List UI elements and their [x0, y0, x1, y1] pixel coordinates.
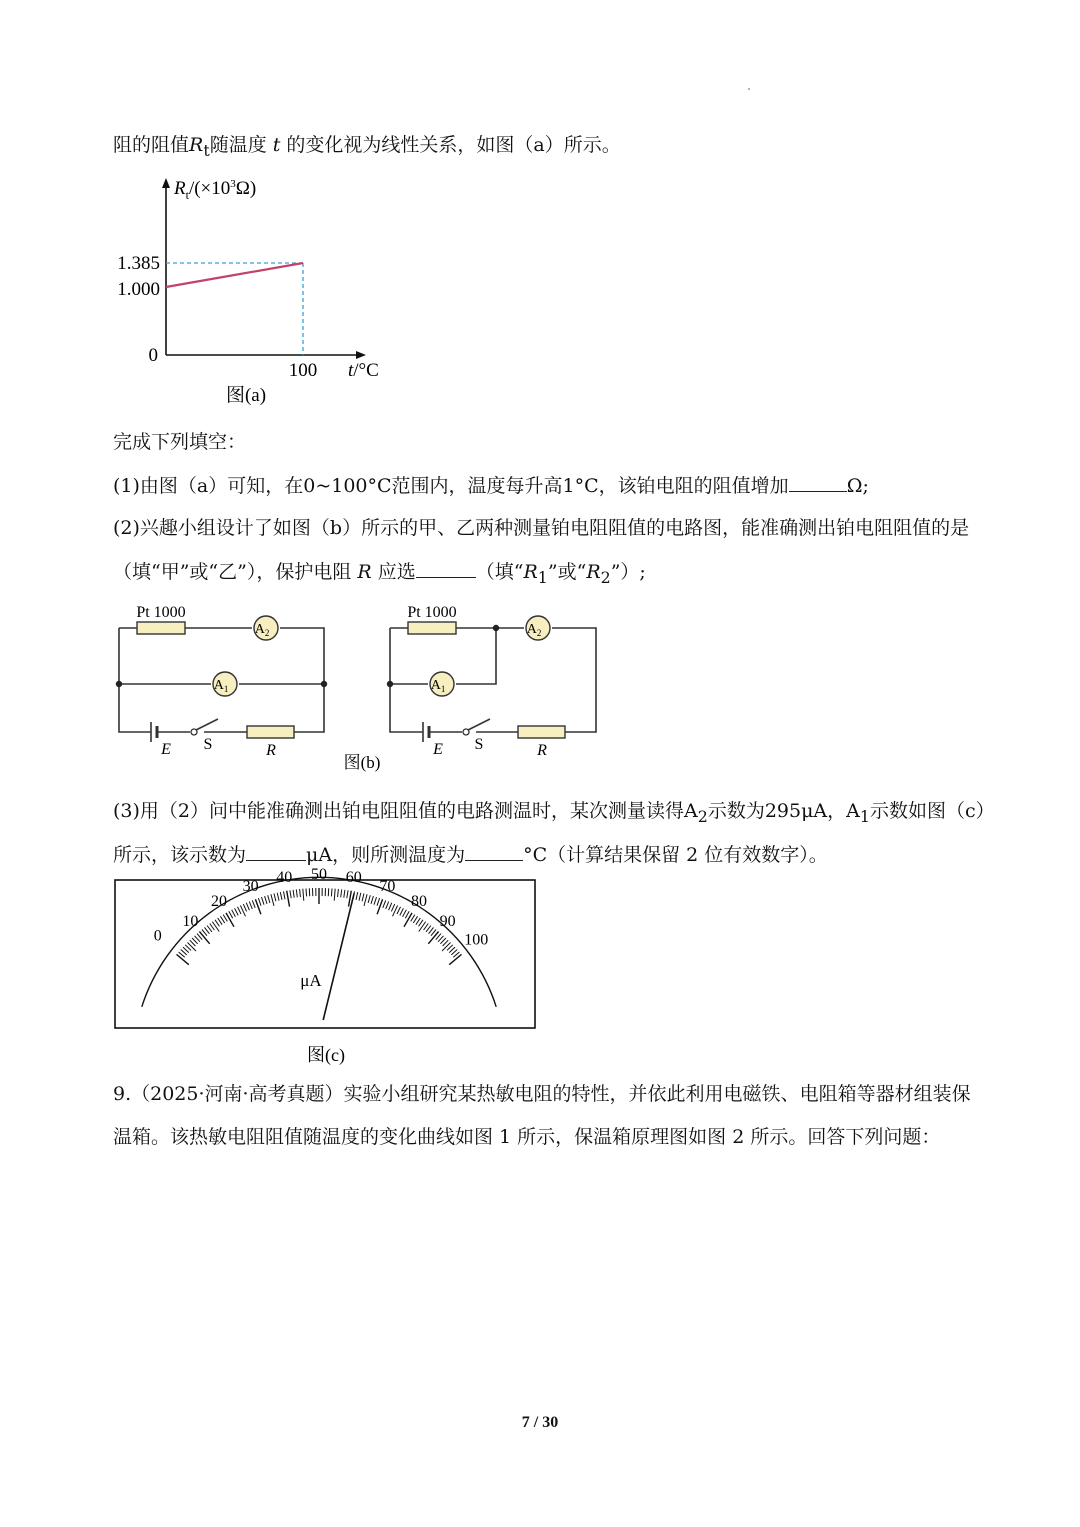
resistor-label-yi: R — [537, 742, 547, 759]
meter-scale-label: 80 — [411, 892, 427, 910]
question-3-line-1 — [113, 799, 995, 829]
y-tick-1385: 1.385 — [117, 253, 160, 274]
y-axis-arrow — [162, 178, 170, 188]
x-axis-arrow — [356, 351, 366, 359]
node-left-yi — [387, 681, 393, 687]
q1-blank[interactable] — [789, 473, 847, 492]
pt-label-jia: Pt 1000 — [136, 604, 186, 621]
q2-text-2: （填“甲”或“乙”），保护电阻 — [113, 561, 358, 583]
meter-scale-label: 50 — [311, 866, 327, 883]
intro-text-3: 的变化视为线性关系，如图（a）所示。 — [280, 134, 621, 156]
q3-text-4: 所示，该示数为 — [113, 844, 247, 866]
meter-unit: μA — [300, 971, 322, 990]
switch-label-yi: S — [474, 736, 484, 753]
resistor-label-jia: R — [266, 742, 276, 759]
x-tick-100: 100 — [288, 360, 318, 381]
figure-b-caption: 图(b) — [343, 753, 381, 772]
figure-a-caption: 图(a) — [225, 385, 267, 406]
q2-text-1: (2)兴趣小组设计了如图（b）所示的甲、乙两种测量铂电阻阻值的电路图，能准确测出铂电阻阻值的是 — [113, 517, 970, 539]
q3-text-2: 示数为295μA，A — [707, 800, 860, 822]
pt-label-yi: Pt 1000 — [407, 604, 457, 621]
page-number: 7 / 30 — [521, 1414, 559, 1431]
rt-symbol: R — [189, 134, 204, 156]
meter-scale-label: 0 — [153, 927, 162, 945]
page-speck — [748, 88, 750, 90]
r1-symbol: R — [523, 561, 538, 583]
switch-label-jia: S — [203, 736, 213, 753]
question-1 — [113, 473, 869, 498]
battery-label-yi: E — [433, 741, 443, 758]
r-symbol: R — [357, 561, 372, 583]
question-9-line-1: 9.（2025·河南·高考真题）实验小组研究某热敏电阻的特性，并依此利用电磁铁、电阻箱等器材组装保 — [113, 1083, 971, 1105]
meter-scale-label: 30 — [242, 878, 259, 896]
protect-resistor-jia — [247, 726, 294, 738]
meter-scale-label: 60 — [345, 869, 362, 886]
figure-c-caption: 图(c) — [307, 1045, 345, 1065]
protect-resistor-yi — [518, 726, 565, 738]
meter-tick — [306, 889, 307, 897]
resistance-line — [166, 263, 303, 287]
a2-label-jia: $A_2$ — [254, 622, 270, 638]
meter-scale-label: 90 — [439, 912, 456, 930]
q3-text-6: °C（计算结果保留 2 位有效数字）。 — [523, 844, 828, 866]
meter-scale-label: 40 — [276, 869, 293, 886]
q1-unit: Ω; — [846, 475, 869, 497]
question-2-line-2 — [113, 559, 646, 590]
q2-text-3: 应选 — [371, 561, 416, 583]
x-axis-label: t/°C — [348, 360, 379, 381]
node-right-jia — [321, 681, 327, 687]
task-heading: 完成下列填空： — [113, 431, 247, 453]
intro-line — [113, 133, 621, 163]
question-3-line-2 — [113, 842, 828, 867]
q3-blank-temperature[interactable] — [465, 842, 523, 861]
figure-a-graph — [100, 170, 400, 415]
meter-scale-label: 20 — [211, 892, 227, 910]
r2-symbol: R — [586, 561, 601, 583]
pt1000-resistor-jia — [137, 622, 185, 634]
q3-text-1: (3)用（2）问中能准确测出铂电阻阻值的电路测温时，某次测量读得A — [113, 800, 698, 822]
a2-label-yi: $A_2$ — [526, 622, 542, 638]
a1-label-yi: $A_1$ — [430, 678, 446, 694]
switch-blade-yi — [468, 719, 490, 730]
figure-c-meter — [113, 866, 539, 1068]
switch-blade-jia — [196, 719, 218, 730]
meter-tick — [331, 889, 332, 897]
meter-scale-label: 100 — [464, 931, 489, 949]
q1-text: (1)由图（a）可知，在0~100°C范围内，温度每升高1°C，该铂电阻的阻值增加 — [113, 475, 789, 497]
node-left-jia — [116, 681, 122, 687]
a2-subscript: 2 — [697, 806, 708, 826]
q2-text-4: （填“ — [475, 561, 524, 583]
meter-scale-label: 10 — [182, 912, 199, 930]
y-tick-1000: 1.000 — [117, 279, 160, 300]
figure-b-circuits — [100, 596, 620, 778]
pt1000-resistor-yi — [408, 622, 456, 634]
q3-text-5: μA，则所测温度为 — [306, 844, 466, 866]
r2-subscript: 2 — [600, 567, 611, 587]
q3-text-3: 示数如图（c） — [869, 800, 995, 822]
q3-blank-current[interactable] — [246, 842, 306, 861]
question-9-line-2: 温箱。该热敏电阻阻值随温度的变化曲线如图 1 所示，保温箱原理图如图 2 所示。回答下列问题： — [113, 1126, 941, 1148]
node-top-yi — [493, 625, 499, 631]
meter-scale-label: 70 — [379, 878, 396, 896]
intro-text-1: 阻的阻值 — [113, 134, 190, 156]
q2-text-5: ”）; — [610, 561, 646, 583]
a1-subscript: 1 — [859, 806, 870, 826]
r1-subscript: 1 — [537, 567, 548, 587]
intro-text-2: 随温度 — [209, 134, 273, 156]
y-tick-0: 0 — [148, 345, 158, 366]
circuit-yi — [390, 628, 596, 732]
q2-or: ”或“ — [547, 561, 587, 583]
meter-frame — [115, 880, 535, 1028]
question-2-line-1 — [113, 516, 969, 540]
a1-label-jia: $A_1$ — [213, 678, 229, 694]
y-axis-label: $R_t/(\times 10^3\Omega)$ — [174, 178, 257, 202]
battery-label-jia: E — [161, 741, 171, 758]
t-symbol: t — [272, 134, 281, 156]
rt-subscript: t — [203, 140, 210, 160]
q2-blank[interactable] — [416, 559, 476, 578]
